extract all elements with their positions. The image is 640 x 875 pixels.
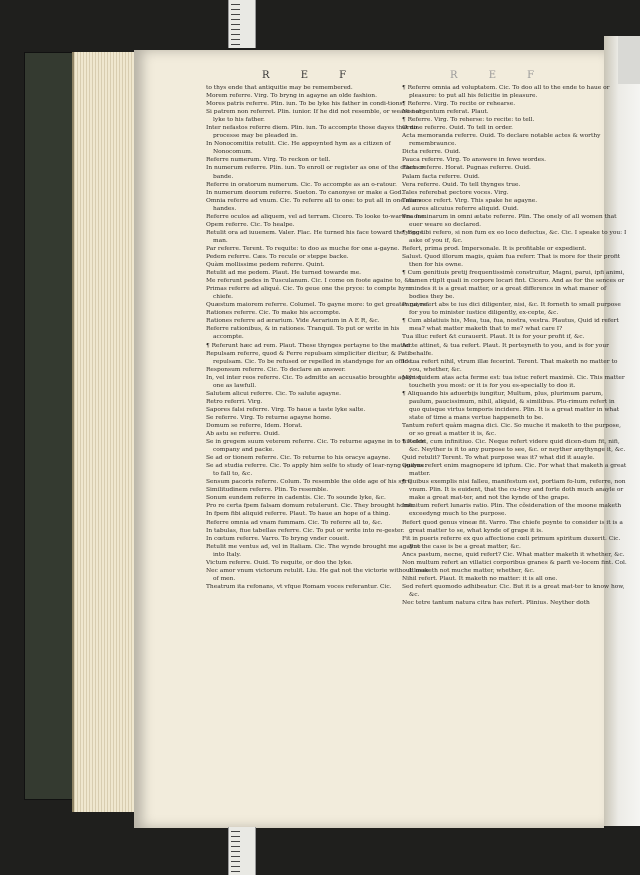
dictionary-entry: ¶ Refert, cum infinitiuo. Cic. Neque refert videre quid dicen-dum fit, nifi, &c. Neyther is it to any purpose to see, &c. or neyther anythynge it, &c.: [402, 439, 626, 454]
dictionary-entry: Se ad or tionem referre. Cic. To returne to his oracye agayne.: [206, 455, 391, 462]
dictionary-entry: Se referre. Virg. To returne agayne home.: [206, 414, 332, 421]
dictionary-entry: ¶ Referre. Virg. To recite or rehearse.: [402, 101, 516, 108]
dictionary-entry: Vna feminarum in omni ætate referre. Plin. The onely of all women that euer weare so declared.: [402, 213, 617, 228]
dictionary-entry: Refert quod genus vineæ fit. Varro. The chiefe poynte to consider is it is a great matter to se, what kynde of grape it is.: [402, 519, 623, 534]
dictionary-entry: Parui refert abs te ius dici diligenter, nisi, &c. It forneth to small purpose for you to minister iustice diligently, ex-cepte, &c.: [402, 302, 621, 317]
dictionary-entry: Referre numerum. Virg. To reckon or tell.: [206, 157, 331, 164]
dictionary-entry: ¶ Referre. Virg. To reherse: to recite: to tell.: [402, 117, 535, 124]
dictionary-entry: Mihi quidem atas acta ferme est: tua istuc refert maximè. Cic. This matter toucheth you most: or it is for you es-specially to doo it.: [402, 374, 625, 389]
dictionary-entry: Non multum refert an villatici corporibus granes & parfi ve-locem fint. Col. It maketh not muche matter, whether, &c.: [402, 559, 627, 574]
dictionary-entry: Mores patris referre. Plin. iun. To be lyke his father in condi-tions.: [206, 101, 405, 108]
dictionary-entry: Retulit ad me pedem. Plaut. He turned towarde me.: [206, 270, 362, 277]
dictionary-entry: Quid retulit? Terent. To what purpose was it? what did it auayle.: [402, 455, 595, 462]
dictionary-entry: Referre rationibus, & in rationes. Tranquil. To put or write in his accompte.: [206, 326, 400, 341]
dictionary-entry: In numerum deorum referre. Sueton. To canonyse or make a God.: [206, 189, 404, 196]
dictionary-entry: Nec tetre tantum natura citra has refert. Plinius. Neyther doth: [402, 600, 590, 606]
dictionary-entry: Facta referre. Horat. Pugnas referre. Ouid.: [402, 165, 531, 172]
dictionary-entry: to thys ende that antiquitie may be remembered.: [206, 85, 353, 91]
dictionary-entry: Vera referre. Ouid. To tell thynges true.: [402, 181, 521, 188]
dictionary-entry: Sonum eundem referre in cadentis. Cic. To sounde lyke, &c.: [206, 495, 386, 502]
dictionary-entry: In Nonocomitiis retulit. Cic. He appoynted hym as a citizen of Nonocomum.: [206, 141, 391, 156]
scale-ruler-bottom: [228, 827, 256, 875]
dictionary-entry: Morem referre. Virg. To bryng in agayne an olde fashion.: [206, 93, 377, 100]
dictionary-entry: Quibus refert enim magnopere id ipfum. Cic. For what that maketh a great matter.: [402, 463, 627, 478]
dictionary-entry: Retulit ora ad iuuenem. Valer. Flac. He turned his face toward the yonge man.: [206, 229, 424, 244]
dictionary-entry: Ad te attinet, & tua refert. Plaut. It perteyneth to you, and is for your behalfe.: [402, 342, 609, 357]
dictionary-entry: Quàm mollissime pedem referre. Quint.: [206, 262, 325, 269]
dictionary-entry: Omnia referre ad vnum. Cic. To referre all to one: to put all in one mans handes.: [206, 197, 422, 212]
dictionary-entry: Acta memoranda referre. Ouid. To declare notable actes & worthy remembraunce.: [402, 133, 601, 148]
dictionary-entry: Id tua refert nihil, vtrum illæ fecerint. Terent. That maketh no matter to you, whether, &c.: [402, 358, 618, 373]
dictionary-entry: Tales referebat pectore voces. Virg.: [402, 189, 509, 196]
dictionary-entry: Me referunt pedes in Tusculanum. Cic. I come on foote againe to, &c.: [206, 278, 415, 285]
dictionary-entry: Rationes referre. Cic. To make his accompte.: [206, 310, 341, 317]
dictionary-entry: Ab astu se referre. Ouid.: [206, 431, 280, 438]
running-head-right: R E F: [450, 70, 549, 81]
dictionary-entry: Refert, prima prod. Impersonale. It is profitable or expedient.: [402, 245, 587, 252]
dictionary-entry: In, vel inter reos referre. Cic. To admitte an accusatio broughte agaynst one as lawfull.: [206, 374, 422, 389]
dictionary-entry: Se in gregem suum veterem referre. Cic. To returne agayne in to his olde company and packe.: [206, 439, 426, 454]
dictionary-entry: Palam facta referre. Ouid.: [402, 173, 480, 180]
dictionary-entry: Dicta referre. Ouid.: [402, 149, 461, 156]
scale-ruler-top: [228, 0, 256, 48]
dictionary-entry: Rationes referre ad ærarium. Vide Aerarium in A Ε R, &c.: [206, 318, 380, 325]
dictionary-entry: In cœtum referre. Varro. To bryng vnder coueit.: [206, 535, 350, 542]
dictionary-entry: Opem referre. Cic. To healpe.: [206, 221, 295, 228]
dictionary-entry: Tua illuc refert &t curauerit. Plaut. It is for your profit if, &c.: [402, 334, 585, 341]
dictionary-entry: Infinitum refert lunaris ratio. Plin. The cõsideration of the moone maketh exceedyng much to the purpose.: [402, 503, 622, 518]
dictionary-entry: Inter nefastos referre diem. Plin. iun. To accompte those dayes that no processe may be pleaded in.: [206, 125, 418, 140]
dictionary-entry: ¶ Referre omnia ad voluptatem. Cic. To doo all to the ende to haue or pleasure: to put all his felicitie in pleasure.: [402, 85, 610, 100]
dictionary-entry: Referre omnia ad vnam fummam. Cic. To referre all to, &c.: [206, 519, 383, 526]
dictionary-entry: ¶ Aliquando his aduerbijs iungitur, Multum, plus, plurimum parum, paulum, paucissimum, nihil, aliquid, & similibus. Plu-rimum refert in quo quisque virtus temporis incidere. Plin. It is a great matter in what state of time a mans vertue happeneth to be.: [402, 390, 620, 421]
dictionary-entry: ¶ Quibus exemplis nisi falleu, manifestum est, portiam fo-lum, referre, non vnum. Plin. It is euident, that the cu-trey and forte doth much anayle or make a great mat-ter, and not the kynde of the grape.: [402, 479, 626, 502]
dictionary-entry: Retulit me ventus ad, vel in Italiam. Cic. The wynde brought me agayne into Italy.: [206, 543, 421, 558]
page-edges: [72, 52, 136, 812]
dictionary-entry: Se ad studia referre. Cic. To apply him selfe to study of lear-nyng agayne: to fall to, &c.: [206, 463, 427, 478]
dictionary-entry: Si patrem non referret. Plin. iunior. If he did not resemble, or weare not lyke to his father.: [206, 109, 422, 124]
dictionary-entry: Nihil refert. Plaut. It maketh no matter: it is all one.: [402, 575, 558, 582]
dictionary-entry: Victum referre. Ouid. To requite, or doo the lyke.: [206, 559, 353, 566]
dictionary-entry: ¶ Ego tibi refero, si non fum ex eo loco defectus, &c. Cic. I speake to you: I aske of you if, &c.: [402, 229, 627, 244]
dictionary-entry: Par referre. Terent. To requite: to doo as muche for one a-gayne.: [206, 245, 400, 252]
dictionary-entry: Retro referri. Virg.: [206, 398, 263, 405]
left-column: [206, 84, 431, 591]
dictionary-entry: Domum se referre, Idem. Horat.: [206, 422, 303, 429]
dictionary-entry: Pro re certa fpem falsam domum retulerunt. Cic. They brought home.: [206, 503, 415, 510]
dictionary-entry: Pedem referre. Cæs. To recule or steppe backe.: [206, 253, 349, 260]
dictionary-entry: ¶ Cum genitiuis pretij frequentissimè construitur, Magni, parui, ipfi animi, tamen rtiplt quali in corpore locari fint. Cicero. And as for the sences or mindes it is a great matter, or a great difference in what maner of bodies they be.: [402, 270, 625, 301]
dictionary-entry: Theatrum ita refonans, vt vfque Romam voces referantur. Cic.: [206, 583, 392, 590]
dictionary-entry: Ordine referre. Ouid. To tell in order.: [402, 125, 513, 132]
dictionary-entry: Sensum pacoris referre. Colum. To resemble the olde age of his syre.: [206, 479, 413, 486]
dictionary-entry: Similitudinem referre. Plin. To resemble.: [206, 487, 329, 494]
dictionary-entry: Salust. Quod illorum magis, quàm fua referr. That is more for their profit then for his owne.: [402, 253, 621, 269]
dictionary-entry: Talia voce refert. Virg. This spake he agayne.: [402, 197, 538, 204]
dictionary-entry: Nisi argentum referat. Plaut.: [402, 109, 489, 116]
dictionary-entry: Sed refert quomodo adhibeatur. Cic. But it is a great mat-ter to know how, &c.: [402, 583, 625, 598]
dictionary-entry: Pauca referre. Virg. To answere in fewe wordes.: [402, 157, 546, 164]
running-head-left: R E F: [262, 70, 361, 81]
dictionary-entry: Responsum referre. Cic. To declare an answer.: [206, 366, 346, 373]
dictionary-entry: Primas referre ad aliqué. Cic. To geue one the pryce: to compte hym chiefe.: [206, 286, 411, 301]
dictionary-entry: Nec amor vnum victorum retulit. Liu. He gat not the victorie without losse of men.: [206, 567, 429, 582]
dictionary-entry: ¶ Referunt hæc ad rem. Plaut. These thynges pertayne to the matter.: [206, 342, 413, 349]
dictionary-entry: Ancs pastum, necne, quid refert? Cic. What matter maketh it whether, &c.: [402, 551, 625, 558]
dictionary-entry: In fpem fibi aliquid referre. Plaut. To haue an hope of a thing.: [206, 511, 391, 518]
dictionary-entry: ¶ Cum ablatiuis his, Mea, tua, fua, nostra, vestra. Plautus, Quid id refert mea? what matter maketh that to me? what care I?: [402, 318, 619, 333]
dictionary-entry: Repulsam referre, quod & Ferre repulsam simpliciter dicitur, & Pati repulsam. Cic. To be refused or repelled in standynge for an office.: [206, 350, 414, 365]
dictionary-entry: In tabulas, fiue tabellas referre. Cic. To put or write into re-gester.: [206, 527, 405, 534]
dictionary-entry: Referre oculos ad aliquem, vel ad terram. Cicero. To looke to-wardes one.: [206, 213, 427, 220]
dictionary-entry: Salutem alicui referre. Cic. To salute agayne.: [206, 390, 342, 397]
dictionary-entry: Quæstum maiorem referre. Columel. To gayne more: to get greater gayne.: [206, 302, 430, 309]
dictionary-entry: Fit in pueris referre ex quo affectione cœli primum spiritum duxerit. Cic. But the case is be a great matter, &c.: [402, 535, 621, 550]
dictionary-entry: Ad aures alicuius referre aliquid. Ouid.: [402, 205, 519, 212]
dictionary-entry: In numerum referre. Plin. iun. To enroll or register as one of the other or bande.: [206, 165, 425, 180]
right-column: [402, 84, 627, 607]
dictionary-entry: Referre in oratorum numerum. Cic. To accompte as an o-ratour.: [206, 181, 397, 188]
dictionary-entry: Sapores falsi referre. Virg. To haue a taste lyke salte.: [206, 406, 366, 413]
dictionary-entry: Tantum refert quàm magna dici. Cic. So muche it maketh to the purpose, or so great a matter it is, &c.: [402, 422, 621, 438]
